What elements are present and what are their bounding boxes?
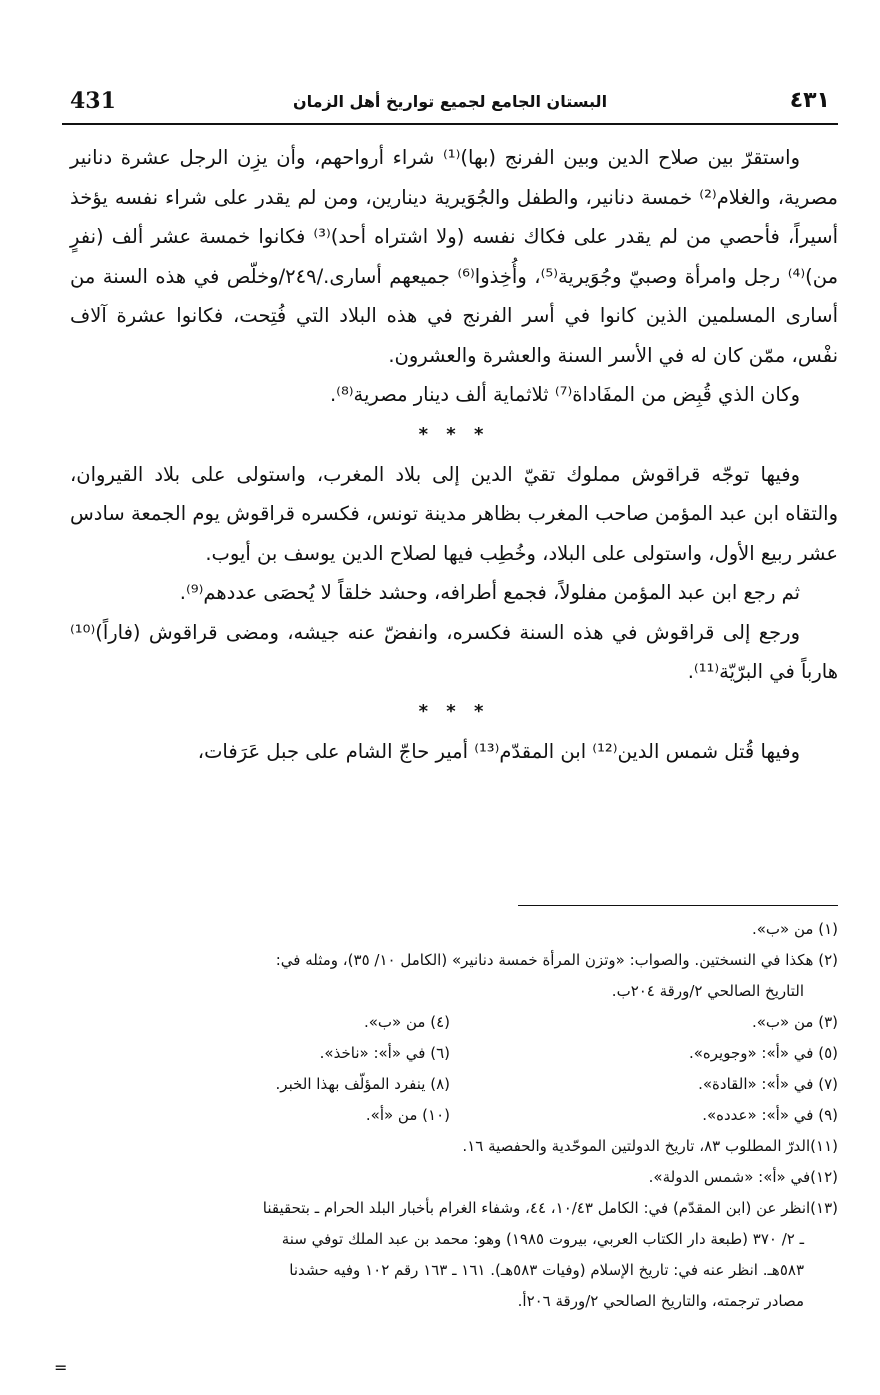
continuation-mark: = <box>54 1358 68 1377</box>
paragraph-5: ورجع إلى قراقوش في هذه السنة فكسره، وانفضّ عنه جيشه، ومضى قراقوش (فاراً)⁽¹⁰⁾ هارباً في البرّيّة⁽¹¹⁾. <box>70 620 838 683</box>
footnote-13-line-4: مصادر ترجمته، والتاريخ الصالحي ٢/ورقة ٢٠٦أ. <box>517 1292 804 1310</box>
footnote-2-continued: التاريخ الصالحي ٢/ورقة ٢٠٤ب. <box>611 982 804 1000</box>
footnotes <box>62 914 838 1317</box>
paragraph-1: واستقرّ بين صلاح الدين وبين الفرنج (بها)⁽¹⁾ شراء أرواحهم، وأن يزِن الرجل عشرة دنانير مصرية، والغلام⁽²⁾ خمسة دنانير، والطفل والجُوَيرية دينارين، ومن لم يقدر على شراء نفسه يؤخذ أسيراً، فأحصي من لم يقدر على فكاك نفسه (ولا اشتراه أحد)⁽³⁾ فكانوا خمسة عشر ألف (نفرٍ من)⁽⁴⁾ رجل وامرأة وصبيّ وجُوَيرية⁽⁵⁾، وأُخِذوا⁽⁶⁾ جميعهم أسارى./٢٤٩/وخلّص في هذه السنة من أسارى المسلمين الذين كانوا في أسر الفرنج في هذه البلاد التي فُتِحت، فكانوا عشرة آلاف نفْس، ممّن كان له في الأسر السنة والعشرة والعشرون. <box>70 146 839 367</box>
header-rule <box>62 123 838 125</box>
footnote-pair-7-8 <box>62 1069 838 1100</box>
footnote-rule <box>518 905 838 906</box>
footnote-pair-9-10 <box>62 1100 838 1131</box>
paragraph-3: وفيها توجّه قراقوش مملوك تقيّ الدين إلى بلاد المغرب، واستولى على بلاد القيروان، والتقاه ابن عبد المؤمن صاحب المغرب بظاهر مدينة تونس، فكسره قراقوش يوم الجمعة سادس عشر ربيع الأول، واستولى على البلاد، وخُطِب فيها لصلاح الدين يوسف بن أيوب. <box>70 462 838 565</box>
footnote-1: (١) من «ب». <box>751 920 838 938</box>
footnote-7: (٧) في «أ»: «القادة». <box>698 1075 838 1093</box>
footnote-13-line-3: ٥٨٣هـ. انظر عنه في: تاريخ الإسلام (وفيات ٥٨٣هـ). ١٦١ ـ ١٦٣ رقم ١٠٢ وفيه حشدنا <box>289 1261 804 1279</box>
footnote-3: (٣) من «ب». <box>751 1013 838 1031</box>
footnote-11: (١١)الدرّ المطلوب ٨٣، تاريخ الدولتين الموحّدية والحفصية ١٦. <box>462 1137 838 1155</box>
footnote-2: (٢) هكذا في النسختين. والصواب: «وتزن المرأة خمسة دنانير» (الكامل ١٠/ ٣٥)، ومثله في: <box>275 951 838 969</box>
footnote-8: (٨) ينفرد المؤلّف بهذا الخبر. <box>275 1075 450 1093</box>
paragraph-2: وكان الذي قُبِض من المفَاداة⁽⁷⁾ ثلاثماية ألف دينار مصرية⁽⁸⁾. <box>329 383 800 406</box>
footnote-10: (١٠) من «أ». <box>365 1106 450 1124</box>
footnote-6: (٦) في «أ»: «ناخذ». <box>319 1044 450 1062</box>
section-divider-2: * * * <box>418 700 490 722</box>
footnote-13-line-2: ـ ٢/ ٣٧٠ (طبعة دار الكتاب العربي، بيروت ١٩٨٥) وهو: محمد بن عبد الملك توفي سنة <box>281 1230 804 1248</box>
footnote-5: (٥) في «أ»: «وجويره». <box>688 1044 838 1062</box>
page-header <box>62 82 838 122</box>
footnote-pair-5-6 <box>62 1038 838 1069</box>
footnote-9: (٩) في «أ»: «عدده». <box>702 1106 838 1124</box>
page-number-latin: 431 <box>70 88 116 114</box>
footnote-4: (٤) من «ب». <box>363 1013 450 1031</box>
main-text <box>70 138 838 771</box>
paragraph-6: وفيها قُتل شمس الدين⁽¹²⁾ ابن المقدّم⁽¹³⁾ أمير حاجّ الشام على جبل عَرَفات، <box>197 739 800 763</box>
footnote-12: (١٢)في «أ»: «شمس الدولة». <box>648 1168 838 1186</box>
footnote-13: (١٣)انظر عن (ابن المقدّم) في: الكامل ١٠/٤٣، ٤٤، وشفاء الغرام بأخبار البلد الحرام ـ بتحقيقنا <box>262 1199 838 1217</box>
running-title: البستان الجامع لجميع تواريخ أهل الزمان <box>292 92 608 111</box>
footnote-pair-3-4 <box>62 1007 838 1038</box>
paragraph-4: ثم رجع ابن عبد المؤمن مفلولاً، فجمع أطرافه، وحشد خلقاً لا يُحصَى عددهم⁽⁹⁾. <box>179 581 800 604</box>
page-number-arabic: ٤٣١ <box>789 88 830 113</box>
section-divider-1: * * * <box>418 423 490 445</box>
